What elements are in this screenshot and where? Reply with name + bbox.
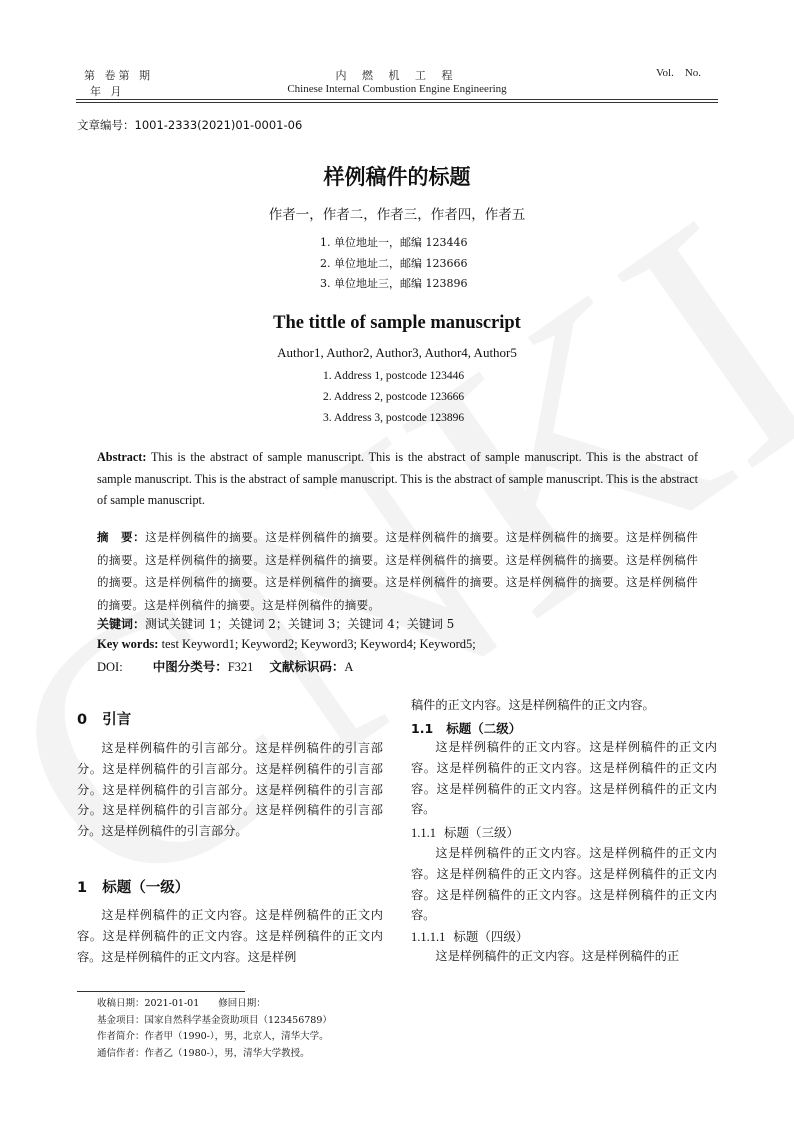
- heading-1-1-1-1: [411, 927, 528, 945]
- clc-label: 中图分类号：: [152, 659, 228, 674]
- affiliation-cn-3: 3. 单位地址三，邮编 123896: [320, 277, 468, 290]
- doi-label: DOI:: [97, 660, 123, 674]
- heading-1-num: 1: [77, 880, 88, 896]
- header-journal-cn: 内 燃 机 工 程: [335, 69, 459, 82]
- keywords-cn-label: 关键词：: [97, 617, 146, 631]
- heading-1-1-1-text: 标题（三级）: [443, 825, 519, 840]
- header-left-line2: 年 月: [90, 85, 125, 98]
- footnotes: [97, 996, 332, 1062]
- abstract-en-label: Abstract:: [97, 450, 147, 464]
- abstract-en-text: This is the abstract of sample manuscript. This is the abstract of sample manuscript. This is the abstract of sample manuscript. This is the abstract of sample manuscript. This is the abstract of sample manuscript. This is the abstract of sample manuscript.: [97, 450, 699, 507]
- affiliations-cn: [320, 233, 467, 295]
- doi-line: [97, 657, 353, 675]
- doc-code-label: 文献标识码：: [269, 659, 345, 674]
- heading-0-num: 0: [77, 712, 88, 728]
- keywords-cn-text: 测试关键词 1；关键词 2；关键词 3；关键词 4；关键词 5: [145, 617, 455, 631]
- header-rule-thin: [76, 102, 718, 103]
- section-1-paragraph: 这是样例稿件的正文内容。这是样例稿件的正文内容。这是样例稿件的正文内容。这是样例稿件的正文内容。这是样例稿件的正文内容。这是样例: [77, 908, 383, 964]
- heading-1-1-1-1-text: 标题（四级）: [453, 929, 529, 944]
- keywords-en-text: test Keyword1; Keyword2; Keyword3; Keyword4; Keyword5;: [161, 637, 476, 651]
- affiliation-en-2: 2. Address 2, postcode 123666: [323, 391, 465, 403]
- abstract-cn-label: 摘 要：: [97, 530, 146, 544]
- keywords-cn: [97, 615, 454, 632]
- keywords-en-label: Key words:: [97, 637, 159, 651]
- header-volume: Vol. No.: [656, 67, 702, 79]
- header-rule-thick: [76, 99, 718, 100]
- abstract-cn: [97, 526, 698, 616]
- keywords-en: [97, 637, 476, 652]
- heading-1: [77, 876, 189, 897]
- footnote-corresponding: 通信作者：作者乙（1980-），男，清华大学教授。: [97, 1047, 310, 1059]
- body-continued: 稿件的正文内容。这是样例稿件的正文内容。: [411, 698, 655, 712]
- authors-cn: 作者一，作者二，作者三，作者四，作者五: [268, 207, 526, 223]
- footnote-fund: 基金项目：国家自然科学基金资助项目（123456789）: [97, 1014, 332, 1026]
- heading-0-text: 引言: [102, 712, 132, 728]
- authors-en: Author1, Author2, Author3, Author4, Author5: [277, 345, 517, 360]
- heading-1-1-1: [411, 823, 519, 841]
- heading-1-1: [411, 719, 521, 737]
- doc-code-value: A: [344, 660, 354, 674]
- clc-value: F321: [227, 660, 254, 674]
- heading-0: [77, 708, 131, 729]
- header-left-line1: 第 卷第 期: [84, 69, 153, 82]
- footnote-rule: [77, 991, 245, 992]
- affiliation-cn-1: 1. 单位地址一，邮编 123446: [320, 236, 468, 249]
- heading-1-1-text: 标题（二级）: [446, 721, 522, 736]
- affiliation-cn-2: 2. 单位地址二，邮编 123666: [320, 256, 468, 270]
- title-cn: 样例稿件的标题: [323, 165, 471, 189]
- affiliations-en: [323, 366, 464, 429]
- heading-1-1-1-num: 1.1.1: [411, 826, 436, 840]
- article-number: 文章编号：1001-2333(2021)01-0001-06: [77, 118, 303, 132]
- section-1-1-1-1-paragraph: 这是样例稿件的正文内容。这是样例稿件的正: [435, 949, 680, 963]
- heading-1-1-1-1-num: 1.1.1.1: [411, 930, 446, 944]
- affiliation-en-3: 3. Address 3, postcode 123896: [323, 412, 465, 424]
- abstract-en: [97, 447, 698, 512]
- title-en: The tittle of sample manuscript: [273, 313, 521, 333]
- heading-1-1-num: 1.1: [411, 721, 434, 736]
- abstract-cn-text: 这是样例稿件的摘要。这是样例稿件的摘要。这是样例稿件的摘要。这是样例稿件的摘要。这是样例稿件的摘要。这是样例稿件的摘要。这是样例稿件的摘要。这是样例稿件的摘要。这是样例稿件的摘要。这是样例稿件的摘要。这是样例稿件的摘要。这是样例稿件的摘要。这是样例稿件的摘要。这是样例稿件的摘要。这是样例稿件的摘要。这是样例稿件的摘要。这是样例稿件的摘要。: [97, 530, 699, 612]
- section-1-1-1-paragraph: 这是样例稿件的正文内容。这是样例稿件的正文内容。这是样例稿件的正文内容。这是样例稿件的正文内容。这是样例稿件的正文内容。这是样例稿件的正文内容。: [411, 846, 717, 923]
- heading-1-text: 标题（一级）: [102, 880, 190, 896]
- header-journal-en: Chinese Internal Combustion Engine Engineering: [287, 83, 507, 95]
- affiliation-en-1: 1. Address 1, postcode 123446: [323, 370, 465, 382]
- footnote-author-bio: 作者简介：作者甲（1990-），男，北京人，清华大学。: [97, 1031, 329, 1042]
- intro-paragraph: 这是样例稿件的引言部分。这是样例稿件的引言部分。这是样例稿件的引言部分。这是样例稿件的引言部分。这是样例稿件的引言部分。这是样例稿件的引言部分。这是样例稿件的引言部分。这是样例稿件的引言部分。这是样例稿件的引言部分。: [77, 741, 383, 839]
- footnote-received: 收稿日期：2021-01-01 修回日期：: [97, 998, 266, 1009]
- section-1-1-paragraph: 这是样例稿件的正文内容。这是样例稿件的正文内容。这是样例稿件的正文内容。这是样例稿件的正文内容。这是样例稿件的正文内容。这是样例稿件的正文内容。: [411, 740, 717, 817]
